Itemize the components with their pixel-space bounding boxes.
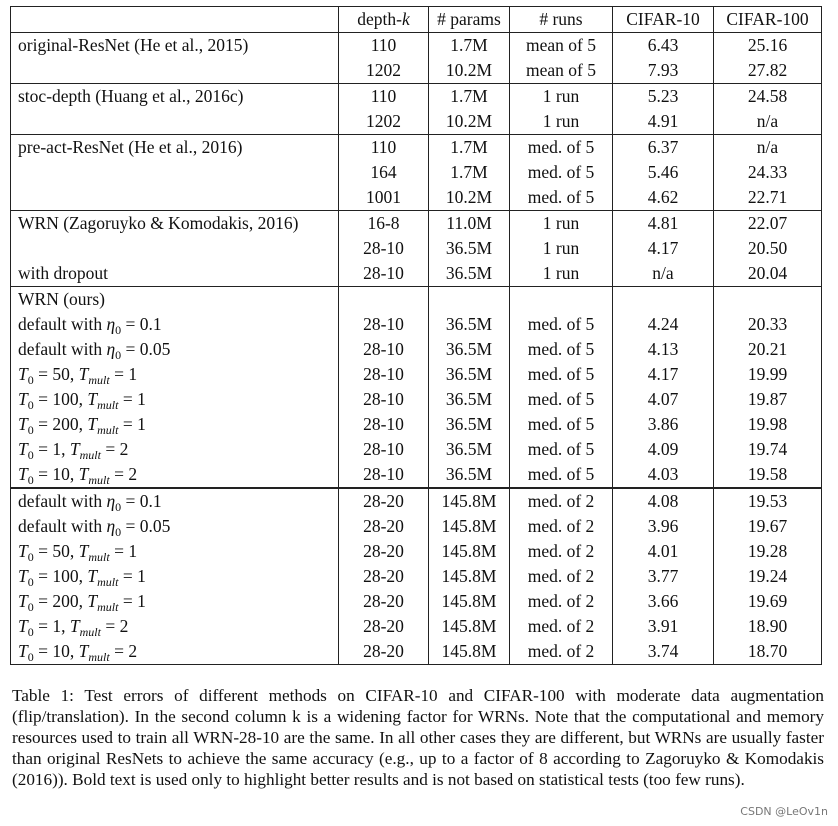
method-cell — [11, 109, 339, 135]
t0-subscript: 0 — [27, 373, 34, 387]
params-cell: 36.5M — [429, 261, 510, 287]
depth-cell: 28-10 — [339, 362, 429, 387]
runs-cell: med. of 2 — [510, 589, 613, 614]
params-cell: 36.5M — [429, 462, 510, 488]
depth-cell — [339, 287, 429, 313]
t0-symbol: T — [18, 641, 28, 661]
runs-cell: med. of 2 — [510, 514, 613, 539]
header-depth-k — [339, 7, 429, 33]
results-table — [10, 6, 822, 665]
params-cell: 36.5M — [429, 362, 510, 387]
params-cell: 145.8M — [429, 564, 510, 589]
tmult-value: 1 — [128, 364, 138, 384]
depth-cell: 28-10 — [339, 261, 429, 287]
tmult-value: 2 — [119, 439, 129, 459]
table-row — [11, 614, 822, 639]
t0-symbol: T — [18, 464, 28, 484]
runs-cell: med. of 2 — [510, 639, 613, 665]
table-row — [11, 185, 822, 211]
tmult-subscript: mult — [88, 473, 110, 487]
method-cell — [11, 160, 339, 185]
depth-cell: 28-10 — [339, 236, 429, 261]
table-caption: Table 1: Test errors of different methods on CIFAR-10 and CIFAR-100 with moderate data augmentation (flip/translation). In the second column k is a widening factor for WRNs. Note that the computational and memory resources used to train all WRN-28-10 are the same. In all other cases they are different, but WRNs are usually faster than original ResNets to achieve the same accuracy (e.g., up to a factor of 8 according to Zagoruyko & Komodakis (2016)). Bold text is used only to highlight better results and is not based on statistical tests (too few runs). — [12, 686, 824, 789]
table-row — [11, 211, 822, 237]
eta-subscript: 0 — [115, 348, 122, 362]
depth-cell: 110 — [339, 84, 429, 110]
equals-sign: = — [33, 389, 53, 409]
cifar100-cell: 24.58 — [714, 84, 822, 110]
table-row — [11, 488, 822, 514]
t0-subscript: 0 — [27, 650, 34, 664]
tmult-value: 2 — [119, 616, 129, 636]
method-cell — [11, 337, 339, 362]
header-params: # params — [429, 7, 510, 33]
comma: , — [78, 389, 88, 409]
comma: , — [69, 464, 79, 484]
cifar100-cell: 19.74 — [714, 437, 822, 462]
depth-cell: 28-20 — [339, 488, 429, 514]
table-row — [11, 362, 822, 387]
table-row — [11, 33, 822, 59]
cifar10-cell: 3.74 — [613, 639, 714, 665]
method-cell — [11, 488, 339, 514]
table-row — [11, 261, 822, 287]
method-prefix: default with — [18, 314, 103, 334]
t0-value: 10 — [52, 464, 70, 484]
depth-cell: 1001 — [339, 185, 429, 211]
t0-symbol: T — [18, 591, 28, 611]
method-cell — [11, 639, 339, 665]
tmult-symbol: T — [87, 389, 98, 409]
method-cell — [11, 514, 339, 539]
equals-sign: = — [33, 414, 53, 434]
cifar100-cell — [714, 287, 822, 313]
method-cell — [11, 539, 339, 564]
method-cell — [11, 185, 339, 211]
cifar100-cell: 22.71 — [714, 185, 822, 211]
tmult-symbol: T — [87, 566, 98, 586]
params-cell: 145.8M — [429, 514, 510, 539]
t0-symbol: T — [18, 616, 28, 636]
t0-value: 1 — [52, 616, 62, 636]
t0-value: 50 — [52, 364, 70, 384]
t0-subscript: 0 — [27, 575, 34, 589]
t0-symbol: T — [18, 389, 28, 409]
params-cell: 1.7M — [429, 160, 510, 185]
t0-subscript: 0 — [27, 600, 34, 614]
runs-cell: med. of 5 — [510, 412, 613, 437]
cifar10-cell: 4.17 — [613, 236, 714, 261]
method-cell: stoc-depth (Huang et al., 2016c) — [11, 84, 339, 110]
depth-cell: 28-10 — [339, 412, 429, 437]
method-cell — [11, 564, 339, 589]
method-cell: pre-act-ResNet (He et al., 2016) — [11, 135, 339, 161]
cifar10-cell: 3.86 — [613, 412, 714, 437]
table-body — [11, 33, 822, 665]
tmult-value: 1 — [128, 541, 138, 561]
depth-cell: 28-10 — [339, 337, 429, 362]
header-cifar10: CIFAR-10 — [613, 7, 714, 33]
tmult-subscript: mult — [97, 600, 119, 614]
tmult-symbol: T — [78, 364, 89, 384]
depth-cell: 16-8 — [339, 211, 429, 237]
tmult-value: 1 — [137, 389, 146, 409]
params-cell: 145.8M — [429, 589, 510, 614]
tmult-value: 2 — [128, 641, 138, 661]
params-cell: 1.7M — [429, 135, 510, 161]
cifar10-cell: 6.43 — [613, 33, 714, 59]
depth-cell: 28-20 — [339, 539, 429, 564]
cifar100-cell: 19.98 — [714, 412, 822, 437]
table-row — [11, 236, 822, 261]
t0-symbol: T — [18, 364, 28, 384]
runs-cell: mean of 5 — [510, 58, 613, 84]
table-row — [11, 387, 822, 412]
header-cifar100: CIFAR-100 — [714, 7, 822, 33]
runs-cell: med. of 2 — [510, 614, 613, 639]
cifar100-cell: 19.69 — [714, 589, 822, 614]
table-row — [11, 135, 822, 161]
depth-cell: 28-20 — [339, 614, 429, 639]
table-row — [11, 514, 822, 539]
tmult-subscript: mult — [97, 398, 119, 412]
cifar100-cell: 20.33 — [714, 312, 822, 337]
t0-value: 10 — [52, 641, 70, 661]
cifar10-cell: n/a — [613, 261, 714, 287]
equals-sign: = — [33, 439, 53, 459]
cifar10-cell: 7.93 — [613, 58, 714, 84]
table-row — [11, 337, 822, 362]
method-cell — [11, 362, 339, 387]
cifar10-cell: 6.37 — [613, 135, 714, 161]
runs-cell: 1 run — [510, 211, 613, 237]
tmult-value: 1 — [137, 414, 146, 434]
params-cell: 145.8M — [429, 539, 510, 564]
eta-value: 0.05 — [139, 516, 171, 536]
params-cell: 36.5M — [429, 437, 510, 462]
comma: , — [78, 414, 88, 434]
cifar10-cell: 4.01 — [613, 539, 714, 564]
equals-sign: = — [121, 314, 140, 334]
t0-symbol: T — [18, 439, 28, 459]
tmult-value: 1 — [137, 591, 146, 611]
equals-sign: = — [109, 464, 129, 484]
runs-cell — [510, 287, 613, 313]
runs-cell: med. of 5 — [510, 462, 613, 488]
params-cell: 36.5M — [429, 236, 510, 261]
t0-subscript: 0 — [27, 473, 34, 487]
tmult-value: 1 — [137, 566, 146, 586]
tmult-subscript: mult — [97, 423, 119, 437]
cifar100-cell: 19.24 — [714, 564, 822, 589]
depth-cell: 28-10 — [339, 437, 429, 462]
cifar10-cell: 5.46 — [613, 160, 714, 185]
cifar10-cell: 3.66 — [613, 589, 714, 614]
eta-symbol: η — [106, 339, 116, 359]
tmult-symbol: T — [78, 541, 89, 561]
header-method — [11, 7, 339, 33]
eta-subscript: 0 — [115, 500, 122, 514]
equals-sign: = — [33, 591, 53, 611]
t0-value: 50 — [52, 541, 70, 561]
tmult-symbol: T — [78, 464, 89, 484]
method-prefix: default with — [18, 491, 103, 511]
cifar100-cell: 19.87 — [714, 387, 822, 412]
t0-value: 100 — [52, 566, 79, 586]
cifar10-cell: 4.91 — [613, 109, 714, 135]
cifar100-cell: 19.99 — [714, 362, 822, 387]
tmult-subscript: mult — [88, 373, 110, 387]
equals-sign: = — [33, 616, 53, 636]
cifar10-cell: 4.03 — [613, 462, 714, 488]
table-row — [11, 84, 822, 110]
depth-cell: 28-20 — [339, 639, 429, 665]
comma: , — [69, 641, 79, 661]
equals-sign: = — [109, 641, 129, 661]
table-row — [11, 109, 822, 135]
depth-cell: 1202 — [339, 109, 429, 135]
method-cell: WRN (ours) — [11, 287, 339, 313]
equals-sign: = — [109, 541, 129, 561]
cifar100-cell: 18.70 — [714, 639, 822, 665]
comma: , — [61, 616, 70, 636]
tmult-symbol: T — [69, 616, 80, 636]
table-row — [11, 160, 822, 185]
cifar10-cell: 4.17 — [613, 362, 714, 387]
equals-sign: = — [109, 364, 129, 384]
table-row — [11, 287, 822, 313]
cifar100-cell: n/a — [714, 135, 822, 161]
table-row — [11, 412, 822, 437]
equals-sign: = — [100, 616, 120, 636]
cifar10-cell: 4.24 — [613, 312, 714, 337]
runs-cell: med. of 2 — [510, 488, 613, 514]
method-cell — [11, 236, 339, 261]
equals-sign: = — [121, 339, 140, 359]
runs-cell: med. of 5 — [510, 337, 613, 362]
table-row — [11, 589, 822, 614]
t0-value: 1 — [52, 439, 62, 459]
tmult-symbol: T — [78, 641, 89, 661]
cifar10-cell: 4.09 — [613, 437, 714, 462]
params-cell: 10.2M — [429, 58, 510, 84]
depth-cell: 164 — [339, 160, 429, 185]
method-cell — [11, 462, 339, 488]
table-header-row — [11, 7, 822, 33]
runs-cell: med. of 5 — [510, 135, 613, 161]
cifar100-cell: 20.50 — [714, 236, 822, 261]
tmult-symbol: T — [87, 414, 98, 434]
table-row — [11, 564, 822, 589]
tmult-value: 2 — [128, 464, 138, 484]
comma: , — [78, 566, 88, 586]
equals-sign: = — [33, 566, 53, 586]
cifar100-cell: 18.90 — [714, 614, 822, 639]
table-row — [11, 539, 822, 564]
cifar100-cell: 22.07 — [714, 211, 822, 237]
depth-cell: 28-10 — [339, 387, 429, 412]
depth-cell: 110 — [339, 33, 429, 59]
runs-cell: 1 run — [510, 261, 613, 287]
method-cell — [11, 412, 339, 437]
params-cell: 36.5M — [429, 337, 510, 362]
equals-sign: = — [33, 641, 53, 661]
params-cell — [429, 287, 510, 313]
runs-cell: med. of 5 — [510, 160, 613, 185]
tmult-symbol: T — [87, 591, 98, 611]
method-cell — [11, 312, 339, 337]
runs-cell: med. of 5 — [510, 437, 613, 462]
equals-sign: = — [100, 439, 120, 459]
tmult-subscript: mult — [88, 550, 110, 564]
method-cell — [11, 437, 339, 462]
cifar10-cell: 4.62 — [613, 185, 714, 211]
depth-cell: 110 — [339, 135, 429, 161]
depth-cell: 28-20 — [339, 564, 429, 589]
params-cell: 1.7M — [429, 84, 510, 110]
cifar10-cell: 3.91 — [613, 614, 714, 639]
cifar10-cell: 4.81 — [613, 211, 714, 237]
params-cell: 145.8M — [429, 488, 510, 514]
eta-symbol: η — [106, 491, 116, 511]
params-cell: 145.8M — [429, 639, 510, 665]
comma: , — [69, 364, 79, 384]
t0-symbol: T — [18, 566, 28, 586]
cifar10-cell: 3.77 — [613, 564, 714, 589]
cifar100-cell: 19.58 — [714, 462, 822, 488]
method-cell — [11, 58, 339, 84]
table-row — [11, 312, 822, 337]
tmult-subscript: mult — [97, 575, 119, 589]
equals-sign: = — [33, 464, 53, 484]
method-cell — [11, 614, 339, 639]
cifar10-cell: 4.08 — [613, 488, 714, 514]
equals-sign: = — [121, 516, 140, 536]
cifar100-cell: 19.53 — [714, 488, 822, 514]
equals-sign: = — [33, 364, 53, 384]
comma: , — [61, 439, 70, 459]
cifar100-cell: 20.21 — [714, 337, 822, 362]
cifar100-cell: 25.16 — [714, 33, 822, 59]
equals-sign: = — [118, 414, 138, 434]
t0-subscript: 0 — [27, 423, 34, 437]
runs-cell: 1 run — [510, 84, 613, 110]
params-cell: 10.2M — [429, 185, 510, 211]
comma: , — [69, 541, 79, 561]
runs-cell: 1 run — [510, 109, 613, 135]
runs-cell: med. of 5 — [510, 387, 613, 412]
cifar10-cell: 4.07 — [613, 387, 714, 412]
runs-cell: med. of 5 — [510, 362, 613, 387]
params-cell: 10.2M — [429, 109, 510, 135]
eta-subscript: 0 — [115, 525, 122, 539]
method-cell — [11, 589, 339, 614]
t0-subscript: 0 — [27, 550, 34, 564]
runs-cell: 1 run — [510, 236, 613, 261]
t0-symbol: T — [18, 414, 28, 434]
header-depth-prefix: depth- — [357, 9, 402, 29]
runs-cell: med. of 2 — [510, 564, 613, 589]
table-row — [11, 58, 822, 84]
params-cell: 36.5M — [429, 312, 510, 337]
method-cell: WRN (Zagoruyko & Komodakis, 2016) — [11, 211, 339, 237]
equals-sign: = — [33, 541, 53, 561]
tmult-subscript: mult — [79, 625, 101, 639]
t0-subscript: 0 — [27, 448, 34, 462]
equals-sign: = — [118, 591, 138, 611]
t0-value: 200 — [52, 591, 79, 611]
cifar10-cell: 5.23 — [613, 84, 714, 110]
eta-value: 0.1 — [139, 491, 162, 511]
equals-sign: = — [118, 389, 138, 409]
runs-cell: med. of 2 — [510, 539, 613, 564]
params-cell: 1.7M — [429, 33, 510, 59]
tmult-symbol: T — [69, 439, 80, 459]
cifar100-cell: 20.04 — [714, 261, 822, 287]
method-cell: original-ResNet (He et al., 2015) — [11, 33, 339, 59]
cifar100-cell: 27.82 — [714, 58, 822, 84]
params-cell: 36.5M — [429, 387, 510, 412]
t0-subscript: 0 — [27, 398, 34, 412]
table-row — [11, 462, 822, 488]
params-cell: 145.8M — [429, 614, 510, 639]
cifar100-cell: n/a — [714, 109, 822, 135]
cifar10-cell — [613, 287, 714, 313]
table-row — [11, 639, 822, 665]
cifar100-cell: 24.33 — [714, 160, 822, 185]
eta-value: 0.05 — [139, 339, 171, 359]
eta-subscript: 0 — [115, 323, 122, 337]
cifar100-cell: 19.28 — [714, 539, 822, 564]
depth-cell: 28-20 — [339, 589, 429, 614]
runs-cell: med. of 5 — [510, 312, 613, 337]
table-row — [11, 437, 822, 462]
header-runs: # runs — [510, 7, 613, 33]
method-prefix: default with — [18, 339, 103, 359]
runs-cell: mean of 5 — [510, 33, 613, 59]
method-prefix: default with — [18, 516, 103, 536]
depth-cell: 28-10 — [339, 312, 429, 337]
t0-value: 200 — [52, 414, 79, 434]
eta-symbol: η — [106, 516, 116, 536]
tmult-subscript: mult — [88, 650, 110, 664]
params-cell: 36.5M — [429, 412, 510, 437]
watermark: CSDN @LeOv1n — [740, 805, 828, 818]
tmult-subscript: mult — [79, 448, 101, 462]
depth-cell: 28-20 — [339, 514, 429, 539]
cifar10-cell: 3.96 — [613, 514, 714, 539]
t0-symbol: T — [18, 541, 28, 561]
cifar100-cell: 19.67 — [714, 514, 822, 539]
header-depth-k-symbol: k — [401, 9, 410, 29]
depth-cell: 28-10 — [339, 462, 429, 488]
depth-cell: 1202 — [339, 58, 429, 84]
params-cell: 11.0M — [429, 211, 510, 237]
method-cell: with dropout — [11, 261, 339, 287]
runs-cell: med. of 5 — [510, 185, 613, 211]
eta-value: 0.1 — [139, 314, 162, 334]
eta-symbol: η — [106, 314, 116, 334]
equals-sign: = — [118, 566, 138, 586]
comma: , — [78, 591, 88, 611]
equals-sign: = — [121, 491, 140, 511]
cifar10-cell: 4.13 — [613, 337, 714, 362]
method-cell — [11, 387, 339, 412]
t0-subscript: 0 — [27, 625, 34, 639]
t0-value: 100 — [52, 389, 79, 409]
